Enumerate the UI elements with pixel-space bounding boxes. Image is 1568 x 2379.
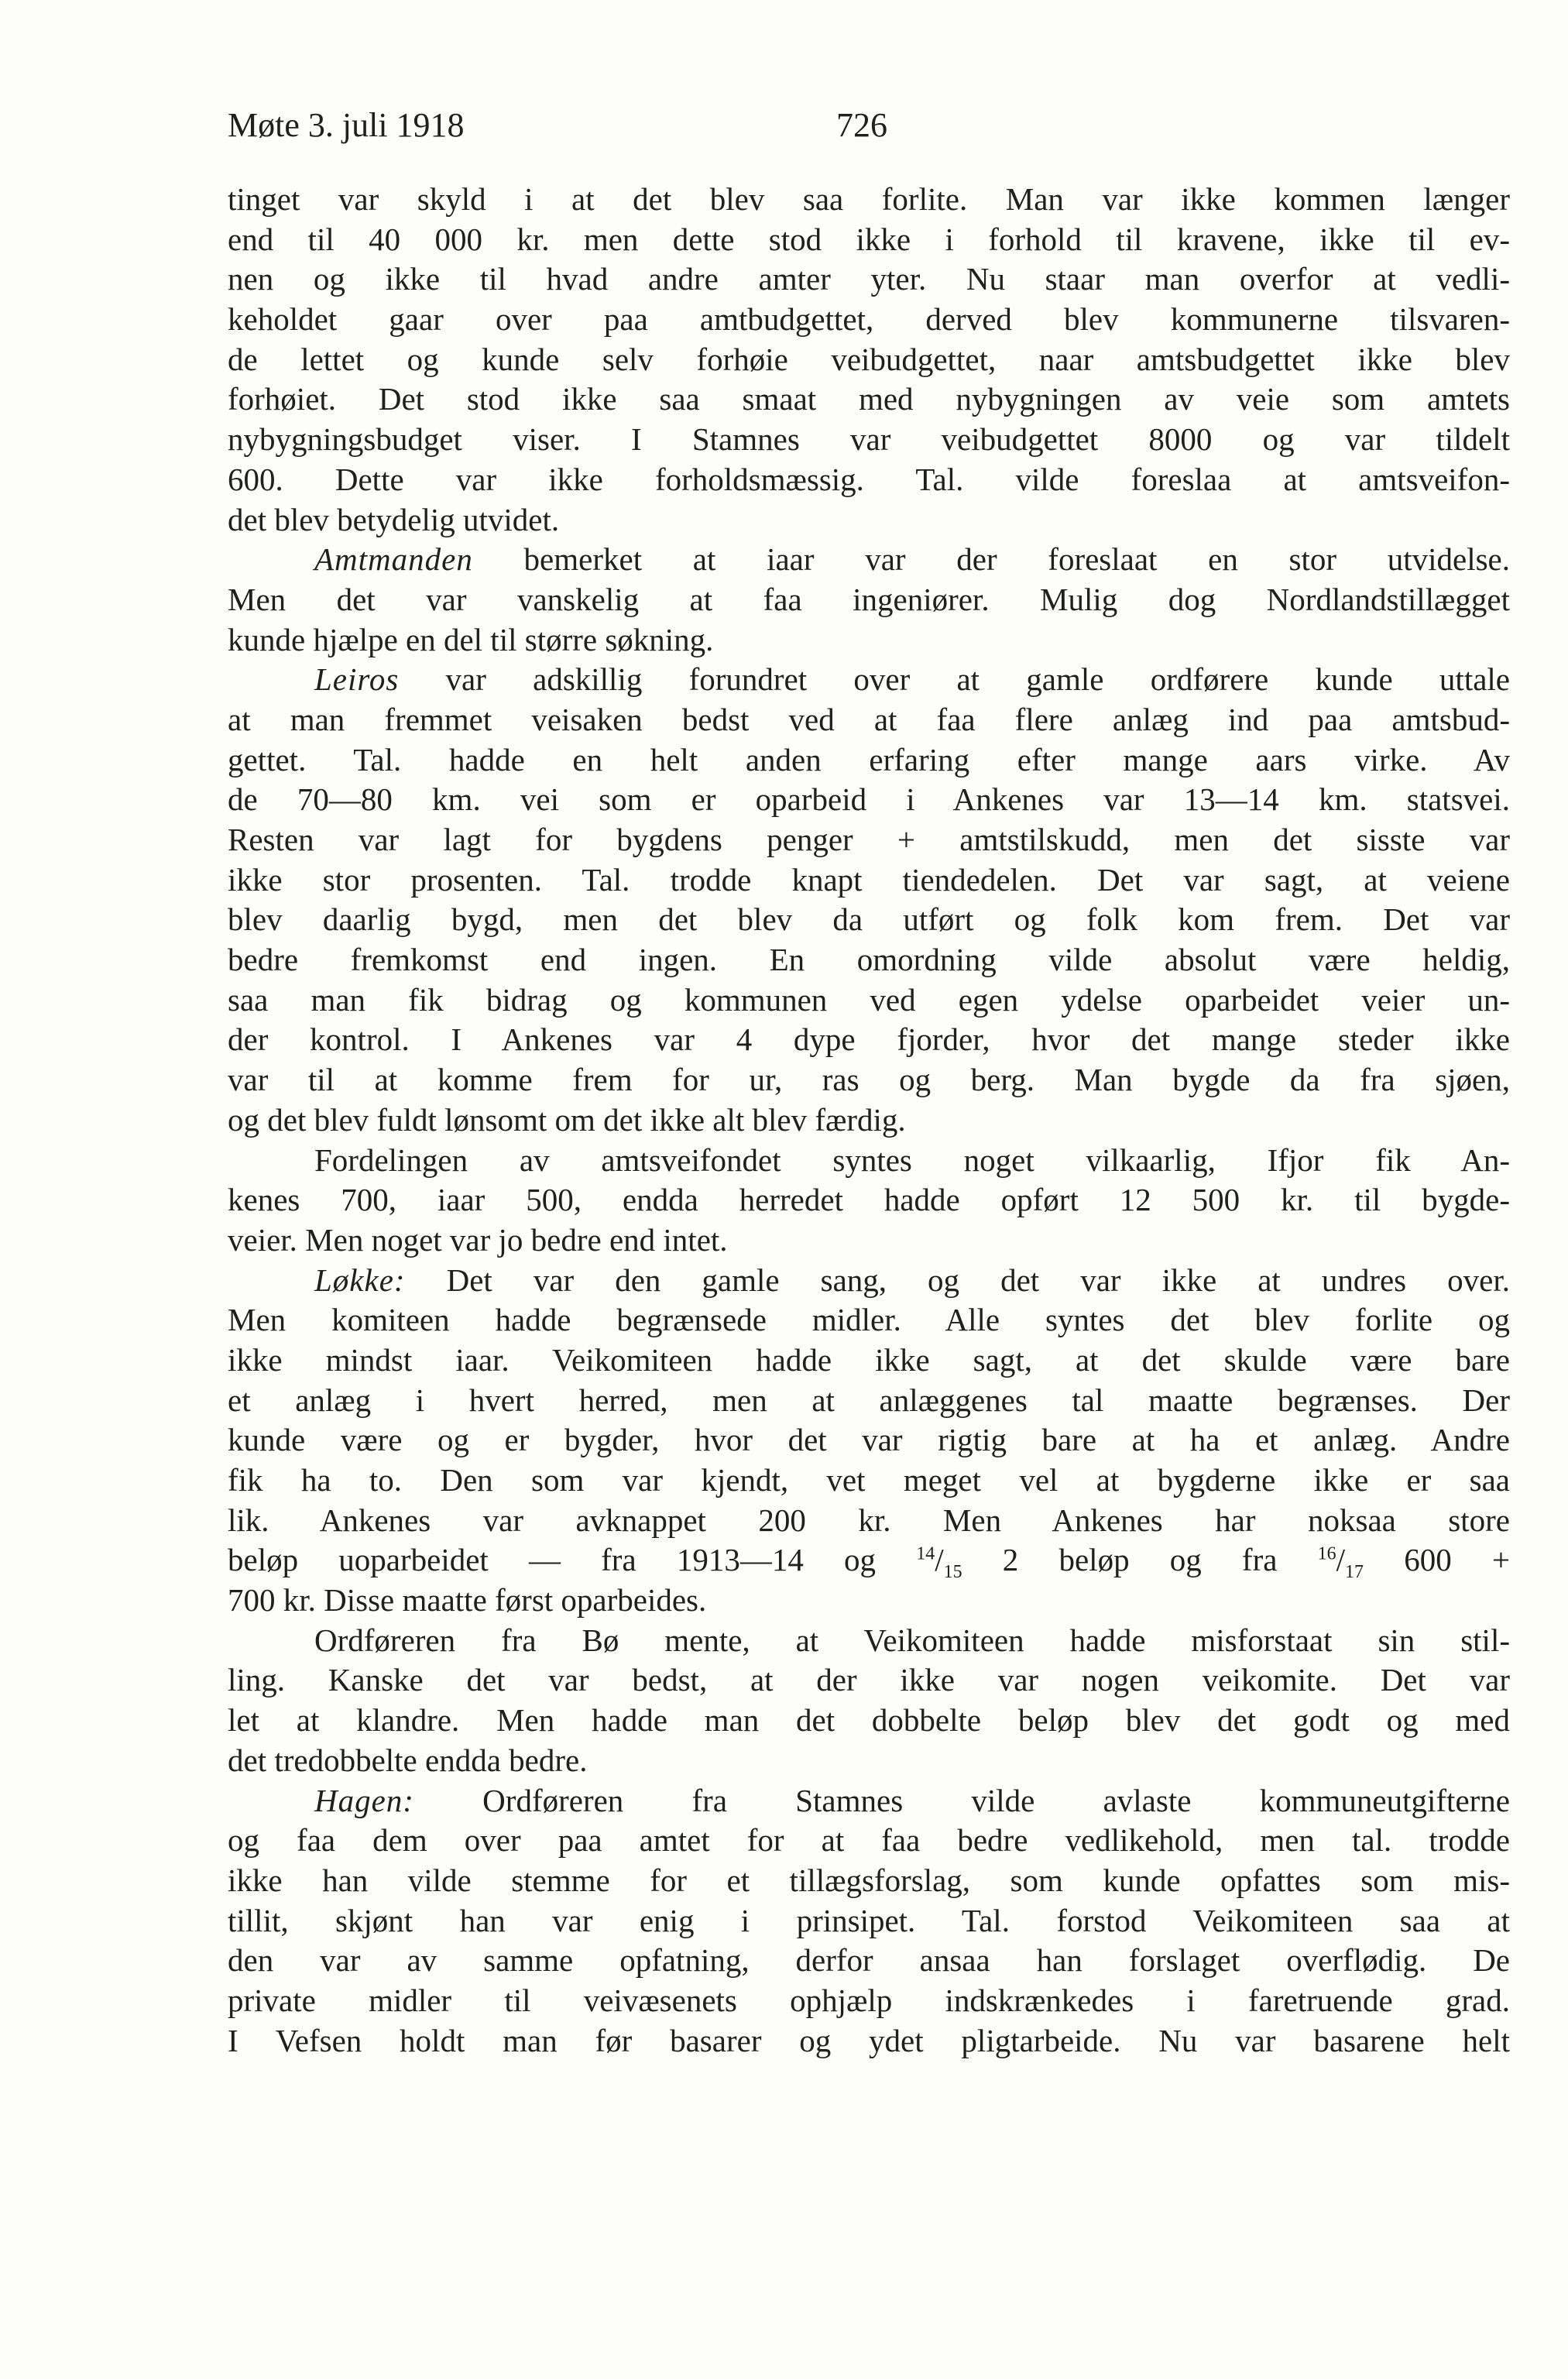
speaker-name: Amtmanden [314,541,473,578]
text-span: 600 + [1364,1542,1511,1578]
text-line: det tredobbelte endda bedre. [228,1742,588,1778]
text-line: kunde hjælpe en del til større søkning. [228,621,714,657]
text-line: tillit, skjønt han var enig i prinsipet. Tal. forstod Veikomiteen saa at [228,1902,1510,1938]
speaker-name: Løkke: [314,1262,406,1298]
text-line: veier. Men noget var jo bedre end intet. [228,1221,728,1258]
text-line: tinget var skyld i at det blev saa forlite. Man var ikke kommen længer [228,181,1510,217]
fraction-numerator: 16 [1317,1543,1336,1564]
text-line: kenes 700, iaar 500, endda herredet hadde opført 12 500 kr. til bygde- [228,1182,1510,1218]
text-line-fractions: beløp uoparbeidet — fra 1913—14 og $^{14}/_{15}$ 2 beløp og fra $^{16}/_{17}$ 600 + [228,1542,1511,1583]
text-line: og det blev fuldt lønsomt om det ikke alt blev færdig. [228,1101,906,1138]
text-line: den var av samme opfatning, derfor ansaa han forslaget overflødig. De [228,1942,1510,1979]
text-line: keholdet gaar over paa amtbudgettet, derved blev kommunerne tilsvaren- [228,301,1510,338]
text-span: 2 beløp og fra [962,1542,1318,1578]
text-line: et anlæg i hvert herred, men at anlæggenes tal maatte begrænses. Der [228,1382,1510,1418]
fraction-numerator: 14 [916,1543,935,1564]
text-line: var til at komme frem for ur, ras og berg. Man bygde da fra sjøen, [228,1062,1510,1098]
text-span: beløp uoparbeidet — fra 1913—14 og [228,1542,917,1578]
text-line: 700 kr. Disse maatte først oparbeides. [228,1582,707,1619]
text-line: gettet. Tal. hadde en helt anden erfaring efter mange aars virke. Av [228,741,1510,778]
text-line: ikke stor prosenten. Tal. trodde knapt tiendedelen. Det var sagt, at veiene [228,861,1510,898]
paragraph-leiros [228,660,1510,700]
text-line: forhøiet. Det stod ikke saa smaat med nybygningen av veie som amtets [228,381,1510,417]
running-header [228,105,1513,152]
text-line: ikke mindst iaar. Veikomiteen hadde ikke sagt, at det skulde være bare [228,1341,1510,1378]
speaker-name: Leiros [314,661,400,698]
text-line: bedre fremkomst end ingen. En omordning vilde absolut være heldig, [228,942,1510,978]
fraction-denominator: 15 [943,1562,962,1583]
text-line: nen og ikke til hvad andre amter yter. Nu staar man overfor at vedli- [228,261,1510,297]
text-span: Det var den gamle sang, og det var ikke at undres over. [405,1262,1510,1298]
text-line: Ordføreren fra Bø mente, at Veikomiteen hadde misforstaat sin stil- [314,1622,1510,1658]
text-line: nybygningsbudget viser. I Stamnes var veibudgettet 8000 og var tildelt [228,421,1510,458]
text-line: ling. Kanske det var bedst, at der ikke var nogen veikomite. Det var [228,1662,1510,1698]
body-text [228,180,1510,2061]
text-line: de 70—80 km. vei som er oparbeid i Ankenes var 13—14 km. statsvei. [228,781,1510,818]
text-line: private midler til veivæsenets ophjælp indskrænkedes i faretruende grad. [228,1982,1510,2018]
text-line: I Vefsen holdt man før basarer og ydet pligtarbeide. Nu var basarene helt [228,2022,1510,2058]
text-line: det blev betydelig utvidet. [228,501,560,537]
text-span: Ordføreren fra Stamnes vilde avlaste kommuneutgifterne [413,1782,1510,1818]
text-span: var adskillig forundret over at gamle ordførere kunde uttale [399,661,1510,698]
text-line: at man fremmet veisaken bedst ved at faa flere anlæg ind paa amtsbud- [228,701,1510,737]
page-number: 726 [836,106,887,144]
text-line: Fordelingen av amtsveifondet syntes noget vilkaarlig, Ifjor fik An- [314,1141,1510,1178]
paragraph-amtmanden [228,540,1510,580]
text-line: ikke han vilde stemme for et tillægsforslag, som kunde opfattes som mis- [228,1862,1510,1898]
text-line: end til 40 000 kr. men dette stod ikke i forhold til kravene, ikke til ev- [228,221,1510,257]
text-line: blev daarlig bygd, men det blev da utført og folk kom frem. Det var [228,901,1510,938]
text-line: lik. Ankenes var avknappet 200 kr. Men Ankenes har noksaa store [228,1502,1510,1538]
text-line: fik ha to. Den som var kjendt, vet meget vel at bygderne ikke er saa [228,1462,1510,1498]
speaker-name: Hagen: [314,1782,414,1818]
text-line: saa man fik bidrag og kommunen ved egen ydelse oparbeidet veier un- [228,981,1510,1018]
text-line: og faa dem over paa amtet for at faa bedre vedlikehold, men tal. trodde [228,1822,1510,1859]
meeting-date: Møte 3. juli 1918 [228,106,465,144]
paragraph-hagen [228,1781,1510,1821]
text-line: Men det var vanskelig at faa ingeniører. Mulig dog Nordlandstillægget [228,581,1510,617]
text-line: kunde være og er bygder, hvor det var rigtig bare at ha et anlæg. Andre [228,1422,1510,1458]
text-line: de lettet og kunde selv forhøie veibudgettet, naar amtsbudgettet ikke blev [228,341,1510,377]
text-line: let at klandre. Men hadde man det dobbelte beløp blev det godt og med [228,1702,1510,1739]
fraction-denominator: 17 [1345,1562,1364,1583]
paragraph-lokke [228,1261,1510,1301]
text-line: Resten var lagt for bygdens penger + amtstilskudd, men det sisste var [228,822,1510,857]
text-span: bemerket at iaar var der foreslaat en stor utvidelse. [472,541,1510,578]
text-line: 600. Dette var ikke forholdsmæssig. Tal. vilde foreslaa at amtsveifon- [228,461,1510,497]
text-line: Men komiteen hadde begrænsede midler. Alle syntes det blev forlite og [228,1302,1510,1338]
text-line: der kontrol. I Ankenes var 4 dype fjorder, hvor det mange steder ikke [228,1021,1510,1058]
